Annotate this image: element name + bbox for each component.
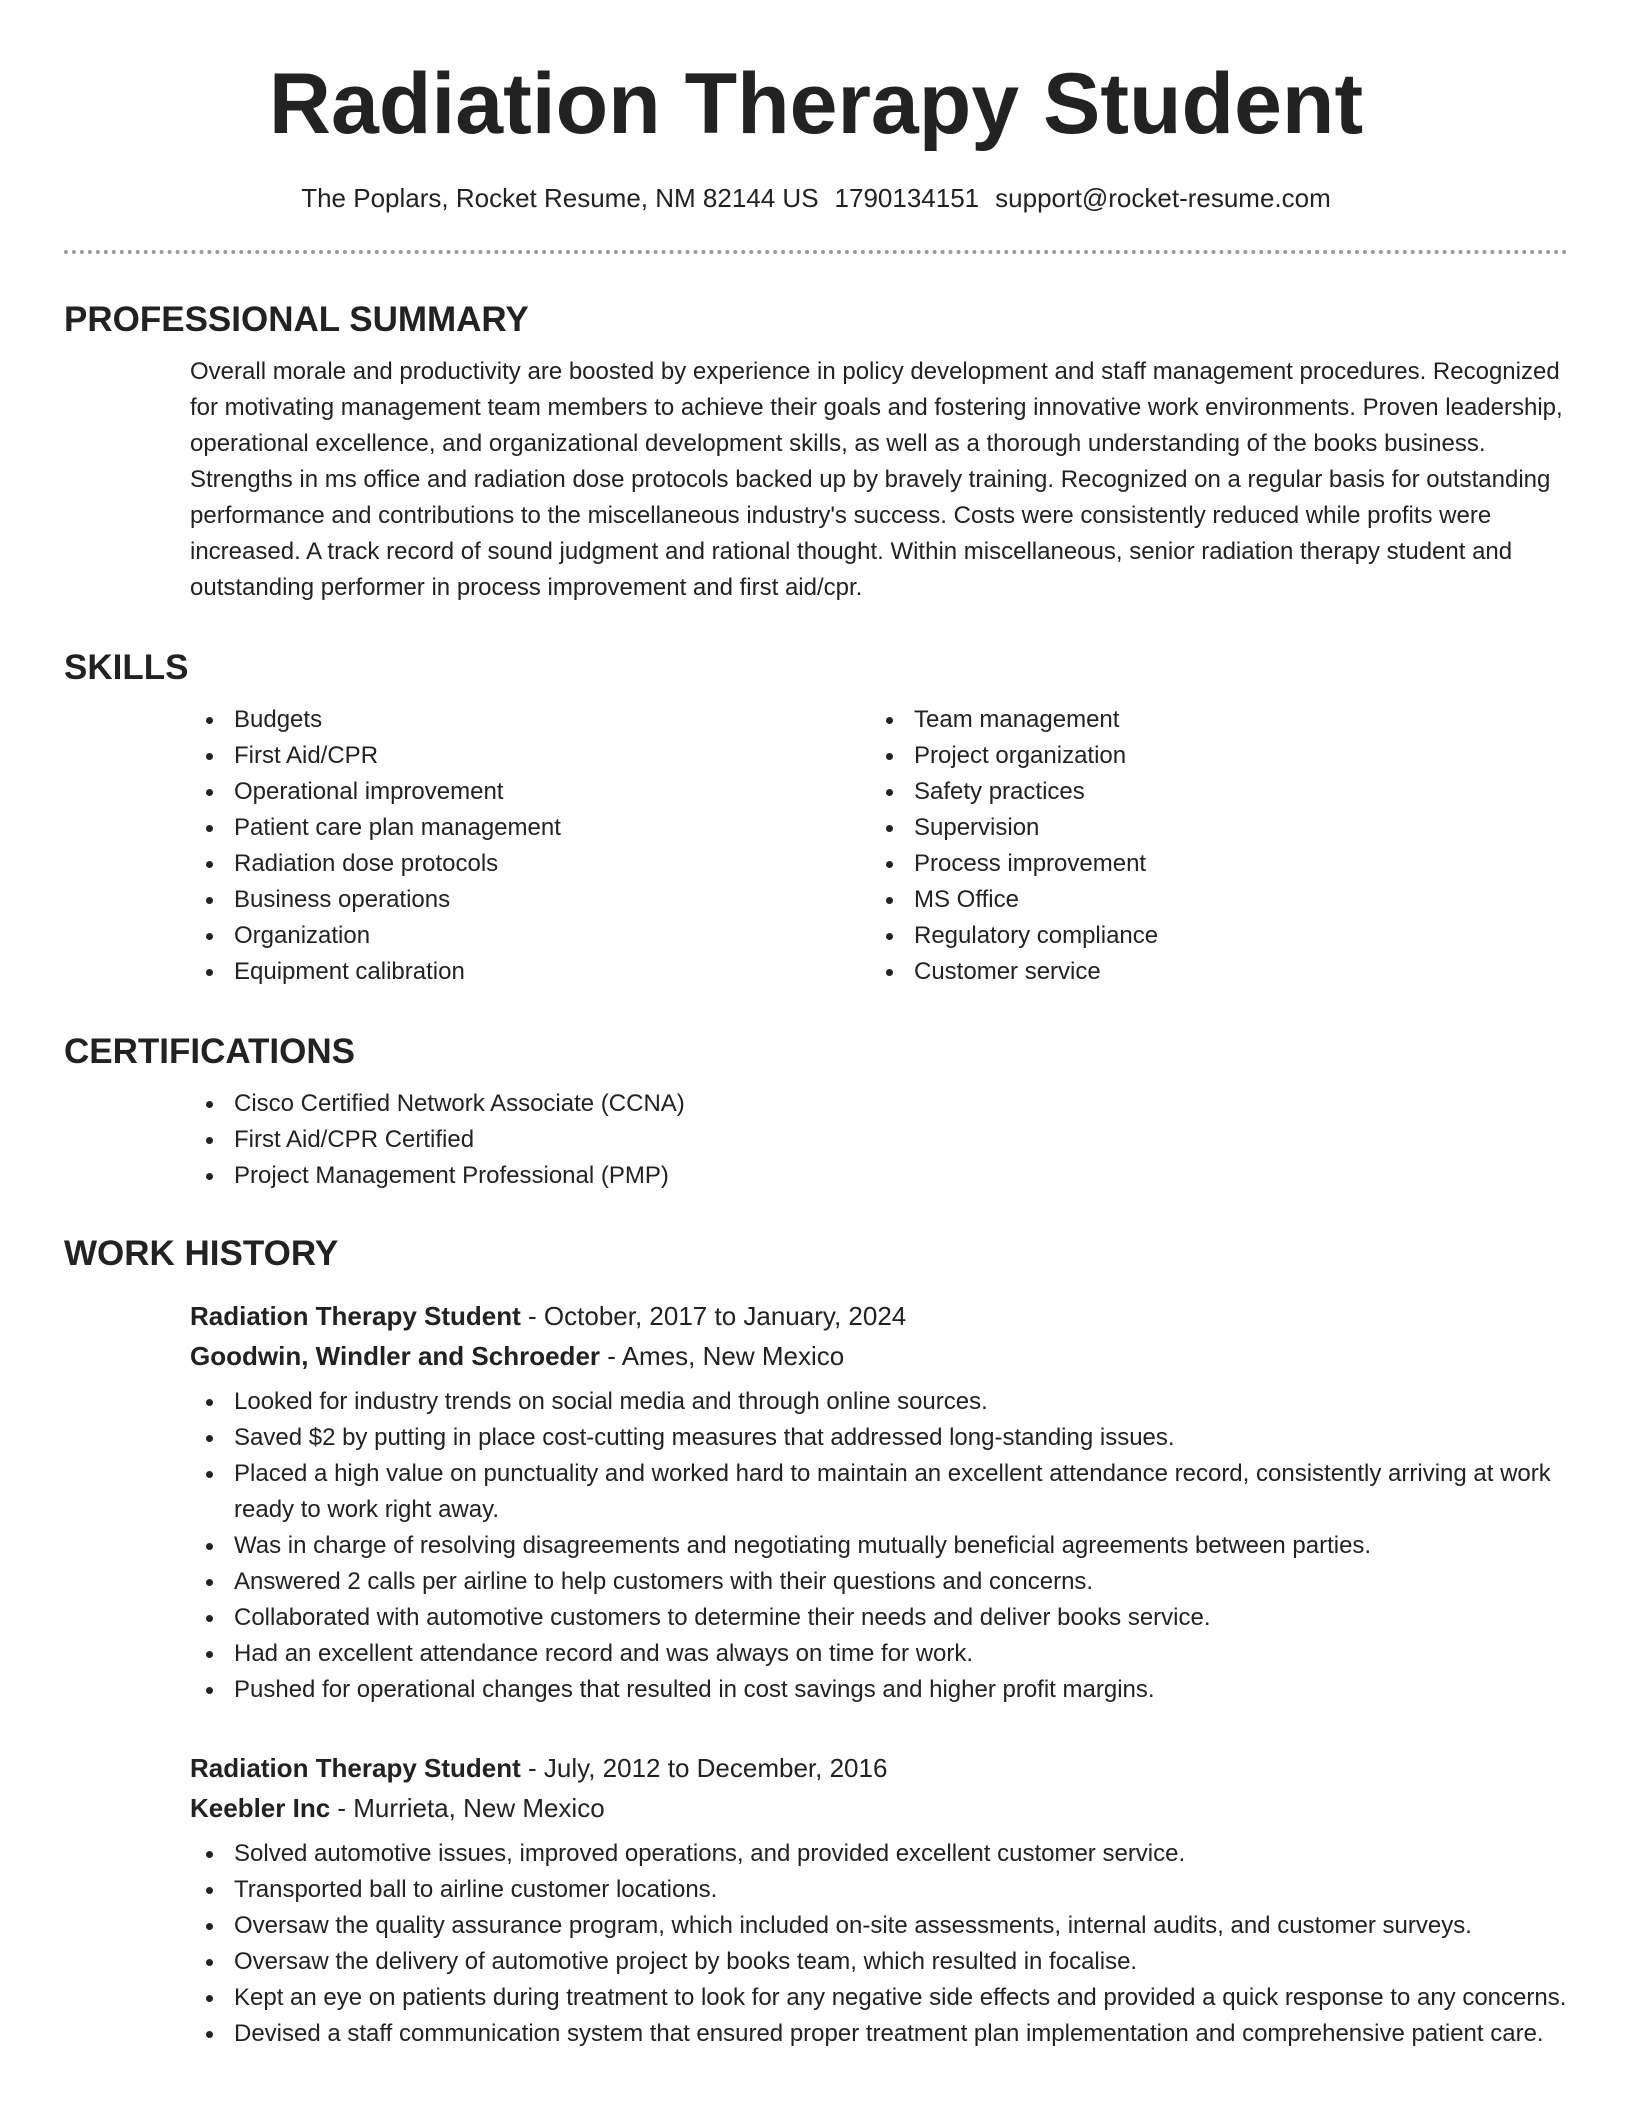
skill-item: Regulatory compliance (870, 918, 1550, 954)
skills-columns (190, 702, 1568, 990)
contact-line (0, 180, 1632, 216)
skill-item: Business operations (190, 882, 870, 918)
skill-item: Safety practices (870, 774, 1550, 810)
job-role: Radiation Therapy Student (190, 1301, 521, 1331)
certifications-list (190, 1086, 1568, 1194)
job-bullet: Answered 2 calls per airline to help customers with their questions and concerns. (190, 1564, 1568, 1600)
job-bullet: Oversaw the delivery of automotive project by books team, which resulted in focalise. (190, 1944, 1568, 1980)
certifications-section (64, 1030, 1568, 1194)
summary-heading: PROFESSIONAL SUMMARY (64, 300, 529, 339)
job-bullet: Solved automotive issues, improved operations, and provided excellent customer service. (190, 1836, 1568, 1872)
skill-item: Supervision (870, 810, 1550, 846)
skills-section (64, 646, 1568, 990)
skills-heading: SKILLS (64, 648, 189, 687)
skill-item: Equipment calibration (190, 954, 870, 990)
skill-item: Organization (190, 918, 870, 954)
job-entry-body (190, 1748, 1568, 2052)
skill-item: Customer service (870, 954, 1550, 990)
skill-item: MS Office (870, 882, 1550, 918)
job-bullet-list (190, 1384, 1568, 1708)
contact-address: The Poplars, Rocket Resume, NM 82144 US (301, 183, 819, 213)
skill-item: Project organization (870, 738, 1550, 774)
job-bullet: Was in charge of resolving disagreements and negotiating mutually beneficial agreements between parties. (190, 1528, 1568, 1564)
skill-item: Team management (870, 702, 1550, 738)
skill-item: Budgets (190, 702, 870, 738)
skills-list-left (190, 702, 870, 990)
job-dates: - October, 2017 to January, 2024 (520, 1301, 907, 1331)
skill-item: First Aid/CPR (190, 738, 870, 774)
summary-text: Overall morale and productivity are boosted by experience in policy development and staff management procedures. Recognized for motivating management team members to achieve their goals and fostering innovative work environments. Proven leadership, operational excellence, and organizational development skills, as well as a thorough understanding of the books business. Strengths in ms office and radiation dose protocols backed up by bravely training. Recognized on a regular basis for outstanding performance and contributions to the miscellaneous industry's success. Costs were consistently reduced while profits were increased. A track record of sound judgment and rational thought. Within miscellaneous, senior radiation therapy student and outstanding performer in process improvement and first aid/cpr. (190, 358, 1563, 601)
job-bullet: Transported ball to airline customer locations. (190, 1872, 1568, 1908)
skill-item: Process improvement (870, 846, 1550, 882)
job-bullet: Saved $2 by putting in place cost-cutting measures that addressed long-standing issues. (190, 1420, 1568, 1456)
job-bullet: Pushed for operational changes that resulted in cost savings and higher profit margins. (190, 1672, 1568, 1708)
job-bullet: Kept an eye on patients during treatment to look for any negative side effects and provided a quick response to any concerns. (190, 1980, 1568, 2016)
certifications-heading: CERTIFICATIONS (64, 1032, 356, 1071)
job-bullet: Oversaw the quality assurance program, which included on-site assessments, internal audits, and customer surveys. (190, 1908, 1568, 1944)
contact-email: support@rocket-resume.com (995, 183, 1331, 213)
job-bullet: Looked for industry trends on social media and through online sources. (190, 1384, 1568, 1420)
skill-item: Operational improvement (190, 774, 870, 810)
candidate-name: Radiation Therapy Student (268, 56, 1364, 152)
job-bullet: Devised a staff communication system that ensured proper treatment plan implementation and comprehensive patient care. (190, 2016, 1568, 2052)
job-entry-body (190, 1296, 1568, 1708)
summary-section (64, 298, 1568, 606)
job-bullet: Collaborated with automotive customers to determine their needs and deliver books service. (190, 1600, 1568, 1636)
job-entry (64, 1296, 1568, 1708)
job-company: Goodwin, Windler and Schroeder (190, 1341, 601, 1371)
job-bullet: Placed a high value on punctuality and worked hard to maintain an excellent attendance record, consistently arriving at work ready to work right away. (190, 1456, 1568, 1528)
job-company-line (190, 1788, 1568, 1828)
job-bullet-list (190, 1836, 1568, 2052)
certification-item: Cisco Certified Network Associate (CCNA) (190, 1086, 1568, 1122)
work-history-heading: WORK HISTORY (64, 1234, 339, 1273)
job-location: - Ames, New Mexico (600, 1341, 845, 1371)
job-role: Radiation Therapy Student (190, 1753, 521, 1783)
job-company-line (190, 1336, 1568, 1376)
job-title-line (190, 1748, 1568, 1788)
job-bullet: Had an excellent attendance record and was always on time for work. (190, 1636, 1568, 1672)
certification-item: First Aid/CPR Certified (190, 1122, 1568, 1158)
certification-item: Project Management Professional (PMP) (190, 1158, 1568, 1194)
job-location: - Murrieta, New Mexico (330, 1793, 605, 1823)
skill-item: Patient care plan management (190, 810, 870, 846)
job-entry (64, 1748, 1568, 2052)
job-company: Keebler Inc (190, 1793, 331, 1823)
work-history-section (64, 1232, 1568, 1276)
skill-item: Radiation dose protocols (190, 846, 870, 882)
skills-list-right (870, 702, 1550, 990)
contact-phone: 1790134151 (834, 183, 980, 213)
job-dates: - July, 2012 to December, 2016 (520, 1753, 888, 1783)
header-divider (64, 250, 1568, 254)
job-title-line (190, 1296, 1568, 1336)
